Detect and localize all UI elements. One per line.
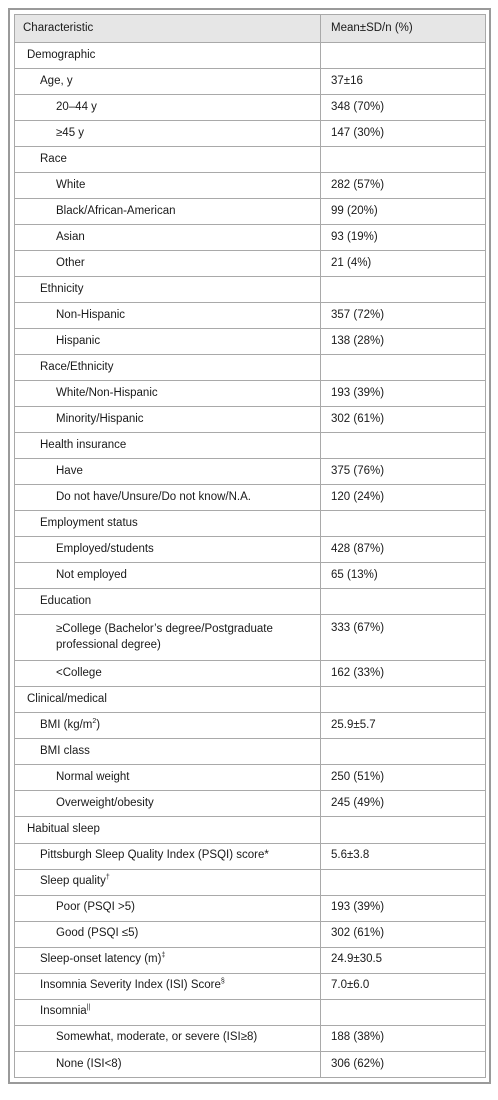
- table-row: [15, 277, 486, 303]
- row-label: [15, 277, 321, 303]
- row-label: [15, 589, 321, 615]
- row-value: [321, 869, 486, 895]
- row-label: [15, 817, 321, 843]
- row-label-text: White: [56, 178, 86, 191]
- row-label-text: BMI class: [40, 745, 90, 758]
- table-row: [15, 537, 486, 563]
- row-label-text: Asian: [56, 230, 85, 243]
- row-value: 93 (19%): [321, 225, 486, 251]
- row-label-superscript: ||: [86, 1004, 91, 1012]
- row-label-text: ≥45 y: [56, 126, 85, 139]
- row-value: 193 (39%): [321, 381, 486, 407]
- row-label: [15, 485, 321, 511]
- table-row: [15, 921, 486, 947]
- table-row: [15, 147, 486, 173]
- row-label-text: Not employed: [56, 569, 127, 582]
- table-row: [15, 355, 486, 381]
- row-value: 245 (49%): [321, 791, 486, 817]
- table-row: [15, 973, 486, 999]
- row-label: [15, 251, 321, 277]
- table-row: [15, 329, 486, 355]
- table-row: [15, 485, 486, 511]
- row-label-text: Age, y: [40, 74, 73, 87]
- row-label-text: Non-Hispanic: [56, 308, 126, 321]
- row-value: 348 (70%): [321, 95, 486, 121]
- row-value: 357 (72%): [321, 303, 486, 329]
- table-row: [15, 433, 486, 459]
- row-label: [15, 381, 321, 407]
- table-row: [15, 121, 486, 147]
- row-label: [15, 713, 321, 739]
- table-row: [15, 895, 486, 921]
- row-value: 282 (57%): [321, 173, 486, 199]
- row-value: 120 (24%): [321, 485, 486, 511]
- row-label-text: ≥College (Bachelor’s degree/Postgraduate professional degree): [56, 623, 273, 651]
- row-label-text: Race/Ethnicity: [40, 360, 114, 373]
- row-label-text: Have: [56, 465, 83, 478]
- header-characteristic: Characteristic: [15, 15, 321, 43]
- row-value: 24.9±30.5: [321, 947, 486, 973]
- row-label-text: Normal weight: [56, 771, 130, 784]
- row-value: [321, 999, 486, 1025]
- row-label-text: Black/African-American: [56, 204, 176, 217]
- row-value: 302 (61%): [321, 921, 486, 947]
- table-row: [15, 999, 486, 1025]
- row-label-text: Good (PSQI ≤5): [56, 927, 139, 940]
- table-row: [15, 511, 486, 537]
- row-label: [15, 355, 321, 381]
- row-label-text: Overweight/obesity: [56, 797, 154, 810]
- row-label: [15, 407, 321, 433]
- row-label: [15, 661, 321, 687]
- row-label-text: White/Non-Hispanic: [56, 386, 158, 399]
- table-row: [15, 43, 486, 69]
- row-label-text: Do not have/Unsure/Do not know/N.A.: [56, 491, 251, 504]
- table-row: [15, 381, 486, 407]
- row-label-text: <College: [56, 667, 102, 680]
- row-label: [15, 225, 321, 251]
- row-value: 188 (38%): [321, 1025, 486, 1051]
- row-label-text: Race: [40, 152, 67, 165]
- row-label: [15, 173, 321, 199]
- row-value: [321, 43, 486, 69]
- header-value: Mean±SD/n (%): [321, 15, 486, 43]
- row-label-text: Ethnicity: [40, 282, 84, 295]
- row-value: [321, 355, 486, 381]
- row-label: [15, 1051, 321, 1077]
- row-label-text: Poor (PSQI >5): [56, 901, 135, 914]
- table-row: [15, 791, 486, 817]
- row-value: [321, 739, 486, 765]
- row-value: 250 (51%): [321, 765, 486, 791]
- row-value: 428 (87%): [321, 537, 486, 563]
- row-label-text: Sleep-onset latency (m): [40, 953, 162, 966]
- row-value: [321, 433, 486, 459]
- table-row: [15, 407, 486, 433]
- table-frame: [8, 8, 491, 1084]
- table-row: [15, 589, 486, 615]
- row-label: [15, 121, 321, 147]
- table-row: [15, 869, 486, 895]
- row-label: [15, 147, 321, 173]
- row-value: 147 (30%): [321, 121, 486, 147]
- table-row: [15, 199, 486, 225]
- row-value: 375 (76%): [321, 459, 486, 485]
- row-label-text: None (ISI<8): [56, 1057, 122, 1070]
- row-value: 306 (62%): [321, 1051, 486, 1077]
- table-row: [15, 563, 486, 589]
- row-value: [321, 277, 486, 303]
- table-row: [15, 817, 486, 843]
- table-row: [15, 303, 486, 329]
- row-label-text: Education: [40, 595, 92, 608]
- row-value: 138 (28%): [321, 329, 486, 355]
- row-value: 193 (39%): [321, 895, 486, 921]
- table-row: [15, 69, 486, 95]
- row-value: 7.0±6.0: [321, 973, 486, 999]
- table-row: [15, 225, 486, 251]
- row-label: [15, 973, 321, 999]
- row-label-superscript: §: [220, 978, 225, 986]
- row-label: [15, 433, 321, 459]
- row-label-suffix: ): [96, 719, 101, 732]
- row-label: [15, 615, 321, 661]
- row-label-superscript: ‡: [161, 952, 166, 960]
- row-label-text: Employed/students: [56, 543, 154, 556]
- row-value: [321, 589, 486, 615]
- row-label: [15, 1025, 321, 1051]
- row-value: 162 (33%): [321, 661, 486, 687]
- row-value: [321, 817, 486, 843]
- row-label: [15, 69, 321, 95]
- table-row: [15, 95, 486, 121]
- row-label: [15, 869, 321, 895]
- row-label: [15, 563, 321, 589]
- row-label-text: Sleep quality: [40, 875, 106, 888]
- row-label-text: Habitual sleep: [27, 823, 100, 836]
- table-row: [15, 1025, 486, 1051]
- table-row: [15, 687, 486, 713]
- row-label: [15, 765, 321, 791]
- row-label: [15, 895, 321, 921]
- row-value: 65 (13%): [321, 563, 486, 589]
- table-row: [15, 615, 486, 661]
- row-label-text: BMI (kg/m: [40, 719, 93, 732]
- row-label: [15, 43, 321, 69]
- table-row: [15, 661, 486, 687]
- table-row: [15, 739, 486, 765]
- row-label: [15, 329, 321, 355]
- row-label-text: Pittsburgh Sleep Quality Index (PSQI) score*: [40, 849, 269, 862]
- row-label-text: Employment status: [40, 517, 138, 530]
- table-header-row: [15, 15, 486, 43]
- row-label: [15, 537, 321, 563]
- row-label: [15, 921, 321, 947]
- row-label: [15, 739, 321, 765]
- row-value: 37±16: [321, 69, 486, 95]
- row-value: 25.9±5.7: [321, 713, 486, 739]
- row-label: [15, 199, 321, 225]
- row-label: [15, 511, 321, 537]
- table-row: [15, 1051, 486, 1077]
- row-label: [15, 303, 321, 329]
- table-row: [15, 251, 486, 277]
- table-row: [15, 459, 486, 485]
- row-value: [321, 687, 486, 713]
- characteristics-table: [14, 14, 486, 1078]
- row-value: 99 (20%): [321, 199, 486, 225]
- row-label: [15, 459, 321, 485]
- row-label: [15, 95, 321, 121]
- row-label-text: Insomnia: [40, 1005, 87, 1018]
- row-label: [15, 999, 321, 1025]
- row-label-superscript: †: [105, 874, 110, 882]
- row-label: [15, 843, 321, 869]
- row-label: [15, 791, 321, 817]
- row-value: 302 (61%): [321, 407, 486, 433]
- row-value: 21 (4%): [321, 251, 486, 277]
- row-label-text: Insomnia Severity Index (ISI) Score: [40, 979, 221, 992]
- row-label-text: 20–44 y: [56, 100, 97, 113]
- table-row: [15, 173, 486, 199]
- row-label: [15, 947, 321, 973]
- row-label-text: Hispanic: [56, 334, 101, 347]
- row-value: [321, 147, 486, 173]
- row-value: 333 (67%): [321, 615, 486, 661]
- row-label-text: Health insurance: [40, 439, 127, 451]
- row-label-text: Minority/Hispanic: [56, 412, 144, 425]
- row-value: 5.6±3.8: [321, 843, 486, 869]
- table-row: [15, 765, 486, 791]
- row-label: [15, 687, 321, 713]
- table-row: [15, 713, 486, 739]
- row-label-text: Somewhat, moderate, or severe (ISI≥8): [56, 1031, 258, 1044]
- row-label-text: Demographic: [27, 48, 96, 61]
- table-row: [15, 843, 486, 869]
- row-label-superscript: 2: [92, 718, 97, 726]
- row-label-text: Clinical/medical: [27, 693, 107, 706]
- row-label-text: Other: [56, 256, 85, 269]
- table-row: [15, 947, 486, 973]
- row-value: [321, 511, 486, 537]
